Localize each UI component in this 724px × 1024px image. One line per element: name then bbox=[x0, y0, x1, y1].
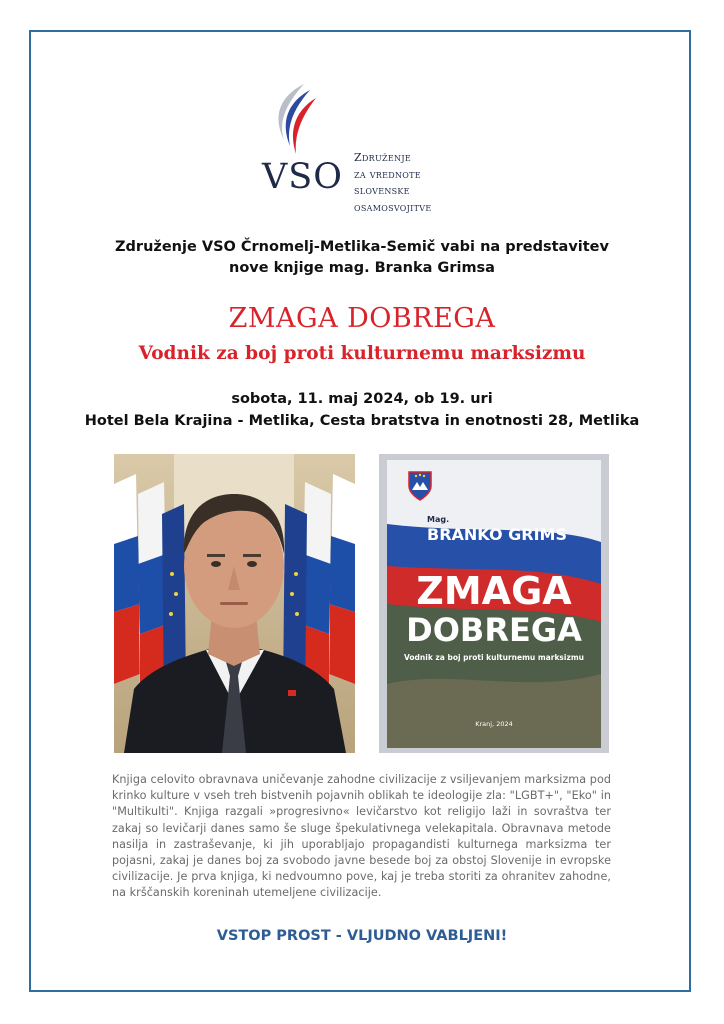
cover-title-line1: ZMAGA bbox=[416, 569, 572, 613]
event-place: Hotel Bela Krajina - Metlika, Cesta bratstva in enotnosti 28, Metlika bbox=[84, 413, 640, 429]
book-subtitle: Vodnik za boj proti kulturnemu marksizmu bbox=[138, 343, 586, 364]
cover-author: BRANKO GRIMS bbox=[427, 525, 567, 544]
intro-line: Združenje VSO Črnomelj-Metlika-Semič vabi na predstavitev bbox=[115, 239, 609, 255]
logo-full-name bbox=[354, 150, 474, 216]
author-photo bbox=[114, 454, 355, 753]
book-cover-art bbox=[379, 454, 609, 753]
invitation-intro bbox=[0, 237, 724, 279]
event-details bbox=[0, 388, 724, 432]
cover-title-line2: DOBREGA bbox=[406, 611, 582, 649]
book-description: Knjiga celovito obravnava uničevanje zahodne civilizacije z vsiljevanjem marksizma pod krinko kulture v vseh treh bistvenih pojavnih oblikah te ideologije zla: "LGBT+", "Eko" in "Multikulti". Knjiga razgali »progresivno« levičarstvo kot religijo laži in sovraštva ter zakaj so levičarji danes samo še sluge špekulativnega velekapitala. Obravnava metode nasilja in zastraševanje, ki jih uporabljajo propagandisti kulturnega marksizma ter pojasni, zakaj je danes boj za svobodo javne besede boj za obstoj Slovenije in evropske civilizacije. Je prva knjiga, ki nedvoumno pove, kaj je treba storiti za ohranitev zahodne, na krščanskih koreninah utemeljene civilizacije. bbox=[112, 773, 611, 900]
free-entry-notice: VSTOP PROST - VLJUDNO VABLJENI! bbox=[216, 928, 508, 944]
portrait-image bbox=[114, 454, 355, 753]
intro-line: nove knjige mag. Branka Grimsa bbox=[229, 260, 495, 276]
logo-line: Združenje bbox=[354, 151, 411, 164]
logo-line: slovenske bbox=[354, 184, 410, 197]
cover-imprint: Kranj, 2024 bbox=[475, 720, 513, 728]
cover-author-prefix: Mag. bbox=[427, 515, 450, 524]
logo-line: za vrednote bbox=[354, 167, 421, 181]
logo-line: osamosvojitve bbox=[354, 200, 432, 214]
event-date: sobota, 11. maj 2024, ob 19. uri bbox=[231, 391, 493, 407]
cover-subtitle: Vodnik za boj proti kulturnemu marksizmu bbox=[404, 653, 584, 662]
book-title: ZMAGA DOBREGA bbox=[228, 303, 496, 334]
logo-abbr: VSO bbox=[262, 157, 343, 197]
logo-swoosh-icon bbox=[266, 82, 318, 156]
book-cover-image bbox=[379, 454, 609, 753]
